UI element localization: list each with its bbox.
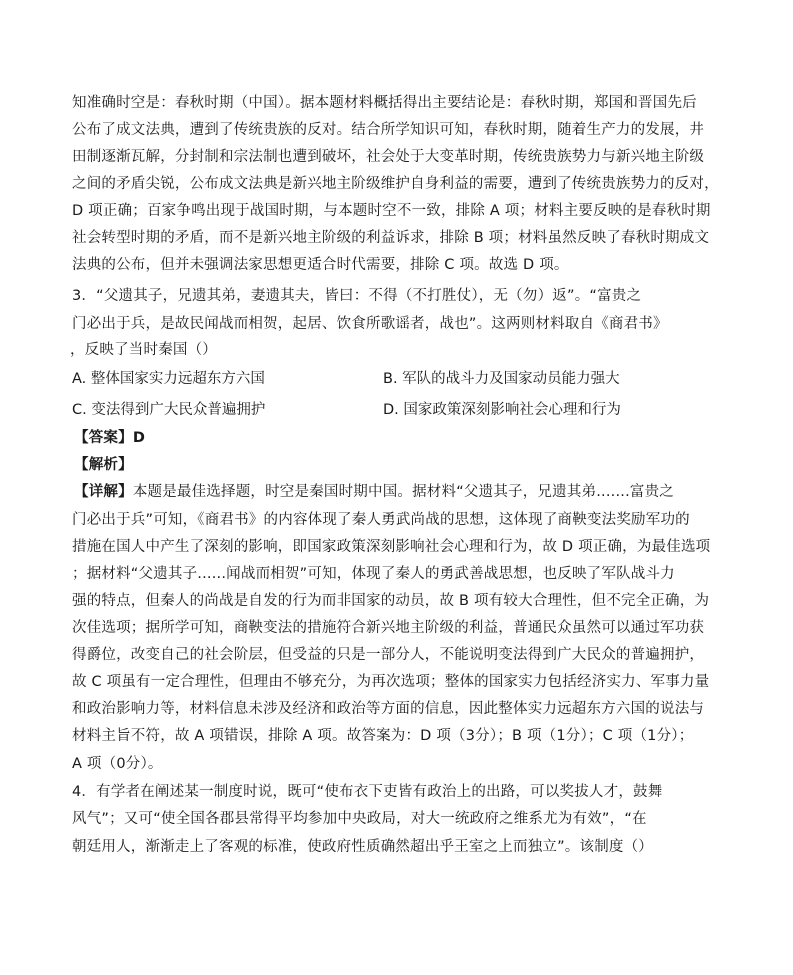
detail-line: ；据材料“父遗其子......闻战而相贺”可知，体现了秦人的勇武善战思想，也反映了军队战斗力 xyxy=(72,566,675,582)
text-line: 知准确时空是：春秋时期（中国）。据本题材料概括得出主要结论是：春秋时期，郑国和晋国先后 xyxy=(72,95,697,111)
question-3-stem: 门必出于兵，是故民闻战而相贺，起居、饮食所歌谣者，战也”。这两则材料取自《商君书》 xyxy=(72,316,668,332)
option-d: D. 国家政策深刻影响社会心理和行为 xyxy=(383,402,621,418)
answer-tag: 【答案】 xyxy=(74,430,133,446)
detail-line: 得爵位，改变自己的社会阶层，但受益的只是一部分人，不能说明变法得到广大民众的普遍拥护， xyxy=(72,647,705,663)
analysis-tag: 【解析】 xyxy=(74,457,133,473)
detail-line: 次佳选项；据所学可知，商鞅变法的措施符合新兴地主阶级的利益，普通民众虽然可以通过军功获 xyxy=(72,620,705,636)
question-4-stem: 朝廷用人，渐渐走上了客观的标准，使政府性质确然超出乎王室之上而独立”。该制度（） xyxy=(72,839,654,855)
answer-value: D xyxy=(132,430,146,446)
text-line: 之间的矛盾尖锐，公布成文法典是新兴地主阶级维护自身利益的需要，遭到了传统贵族势力的反对， xyxy=(72,176,719,192)
question-4-stem: 风气”；又可“使全国各郡县常得平均参加中央政局，对大一统政府之维系尤为有效”，“在 xyxy=(72,811,647,827)
detail-line: 和政治影响力等，材料信息未涉及经济和政治等方面的信息，因此整体实力远超东方六国的说法与 xyxy=(72,701,705,717)
text-line: 公布了成文法典，遭到了传统贵族的反对。结合所学知识可知，春秋时期，随着生产力的发展，井 xyxy=(72,122,705,138)
detail-line: 故 C 项虽有一定合理性，但理由不够充分，为再次选项；整体的国家实力包括经济实力、军事力量 xyxy=(72,674,710,690)
text-line: 社会转型时期的矛盾，而不是新兴地主阶级的利益诉求，排除 B 项；材料虽然反映了春秋时期成文 xyxy=(72,230,710,246)
detail-line: 材料主旨不符，故 A 项错误，排除 A 项。故答案为：D 项（3分）；B 项（1分）；C 项（1分）； xyxy=(72,728,694,744)
detail-line: 措施在国人中产生了深刻的影响，即国家政策深刻影响社会心理和行为，故 D 项正确，为最佳选项 xyxy=(72,539,711,555)
detail-line: A 项（0分）。 xyxy=(72,756,163,772)
detail-line: 门必出于兵”可知，《商君书》的内容体现了秦人勇武尚战的思想，这体现了商鞅变法奖励军功的 xyxy=(72,512,690,528)
detail-text: 本题是最佳选择题，时空是秦国时期中国。据材料“父遗其子，兄遗其弟.......富贵之 xyxy=(132,484,674,500)
detail-line xyxy=(74,482,674,502)
answer-line xyxy=(74,428,145,448)
text-line: D 项正确；百家争鸣出现于战国时期，与本题时空不一致，排除 A 项；材料主要反映的是春秋时期 xyxy=(72,203,711,219)
detail-line: 强的特点，但秦人的尚战是自发的行为而非国家的动员，故 B 项有较大合理性，但不完全正确，为 xyxy=(72,593,710,609)
question-3-stem: 3．“父遗其子，兄遗其弟，妻遗其夫，皆曰：不得（不打胜仗），无（勿）返”。“富贵之 xyxy=(72,288,642,304)
question-4-stem: 4．有学者在阐述某一制度时说，既可“使布衣下吏皆有政治上的出路，可以奖拔人才，鼓舞 xyxy=(72,784,663,800)
option-c: C. 变法得到广大民众普遍拥护 xyxy=(72,402,266,418)
option-a: A. 整体国家实力远超东方六国 xyxy=(72,371,265,387)
question-3-stem: ，反映了当时秦国（） xyxy=(70,342,217,358)
text-line: 法典的公布，但并未强调法家思想更适合时代需要，排除 C 项。故选 D 项。 xyxy=(72,257,569,273)
option-b: B. 军队的战斗力及国家动员能力强大 xyxy=(383,371,620,387)
detail-tag: 【详解】 xyxy=(74,484,133,500)
text-line: 田制逐渐瓦解，分封制和宗法制也遭到破坏，社会处于大变革时期，传统贵族势力与新兴地主阶级 xyxy=(72,149,705,165)
